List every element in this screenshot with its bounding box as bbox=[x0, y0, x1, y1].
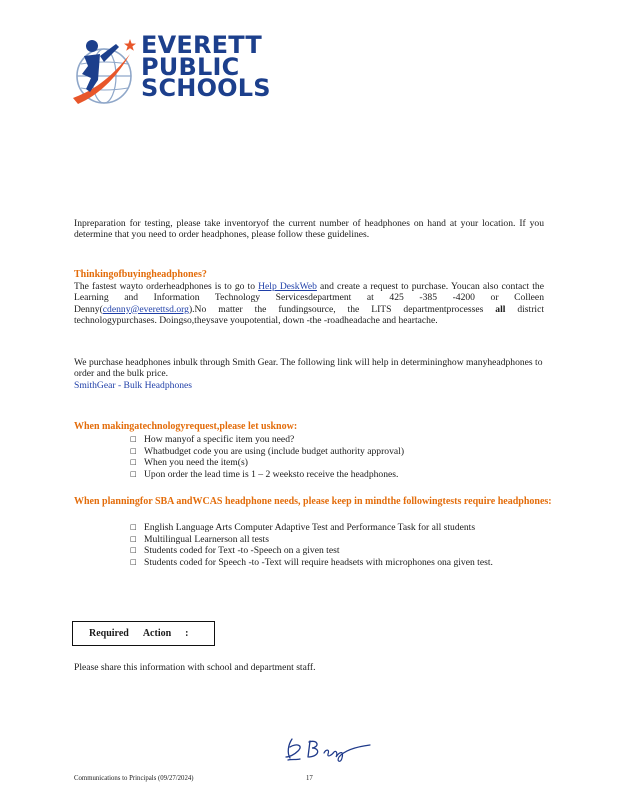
buying-text-3: ).No matter the fundingsource, the LITS departmentprocesses bbox=[188, 303, 496, 315]
list-item: □ Multilingual Learnerson all tests bbox=[130, 533, 269, 545]
list-item: □ English Language Arts Computer Adaptive Test and Performance Task for all students bbox=[130, 522, 476, 533]
request-checklist bbox=[130, 434, 540, 480]
logo-wordmark bbox=[141, 31, 271, 102]
required-action-box bbox=[72, 621, 215, 646]
bullet-icon: □ bbox=[130, 446, 137, 455]
bullet-icon: □ bbox=[130, 534, 137, 543]
logo-line-3: SCHOOLS bbox=[141, 74, 271, 102]
list-item: □ When you need the item(s) bbox=[130, 457, 248, 468]
bullet-icon: □ bbox=[130, 523, 137, 531]
bullet-icon: □ bbox=[130, 435, 137, 443]
intro-paragraph: Inpreparation for testing, please take inventoryof the current number of headphones on hand at your location. If you determine that you need to order headphones, please follow these guidelines. bbox=[74, 218, 544, 241]
action-colon: : bbox=[185, 628, 189, 639]
signature-image bbox=[284, 733, 376, 763]
list-item: □ Whatbudget code you are using (include budget authority approval) bbox=[130, 445, 405, 457]
list-item: □ Students coded for Text -to -Speech on a given test bbox=[130, 545, 340, 556]
help-desk-web-link[interactable]: Help DeskWeb bbox=[258, 281, 317, 292]
email-link[interactable]: cdenny@everettsd.org bbox=[102, 303, 189, 315]
swoosh-figure-logo-icon bbox=[70, 34, 142, 110]
page-number: 17 bbox=[306, 775, 313, 782]
district-logo bbox=[70, 31, 271, 116]
smith-gear-paragraph bbox=[74, 357, 544, 391]
bullet-icon: □ bbox=[130, 458, 137, 466]
list-item: □ How manyof a specific item you need? bbox=[130, 434, 295, 445]
tests-list bbox=[130, 522, 540, 568]
all-emphasis: all bbox=[495, 303, 506, 315]
logo-line-1: EVERETT bbox=[141, 31, 262, 59]
buying-text-4: district technologypurchases. Doingso,theysave youpotential, down -the -roadheadache and heartache. bbox=[74, 303, 544, 326]
smith-gear-text: We purchase headphones inbulk through Smith Gear. The following link will help in determininghow manyheadphones to order and the bulk price. bbox=[74, 357, 543, 380]
bullet-icon: □ bbox=[130, 469, 137, 478]
bullet-icon: □ bbox=[130, 557, 137, 566]
list-item: □ Upon order the lead time is 1 – 2 weeksto receive the headphones. bbox=[130, 468, 399, 480]
closing-paragraph: Please share this information with school and department staff. bbox=[74, 662, 316, 673]
list-item: □ Students coded for Speech -to -Text will require headsets with microphones ona given test. bbox=[130, 556, 493, 568]
technology-request-heading: When makingatechnologyrequest,please let usknow: bbox=[74, 421, 298, 432]
buying-text-1: The fastest wayto orderheadphones is to go to bbox=[74, 281, 259, 292]
footer-title: Communications to Principals (09/27/2024) bbox=[74, 775, 194, 782]
bullet-icon: □ bbox=[130, 546, 137, 554]
action-label: Action bbox=[142, 628, 172, 639]
testing-headphones-heading: When planningfor SBA andWCAS headphone needs, please keep in mindthe followingtests require headphones: bbox=[74, 496, 552, 507]
smith-gear-link[interactable]: SmithGear - Bulk Headphones bbox=[74, 379, 193, 391]
logo-line-2: PUBLIC bbox=[141, 52, 240, 81]
required-label: Required bbox=[89, 628, 129, 639]
buying-headphones-heading: Thinkingofbuyingheadphones? bbox=[74, 269, 207, 280]
buying-text-2: and create a request to purchase. Youcan also contact the Learning and Information Technology Servicesdepartment at 425 -385 -4200 or Colleen Denny( bbox=[74, 281, 544, 315]
buying-headphones-paragraph bbox=[74, 281, 544, 326]
